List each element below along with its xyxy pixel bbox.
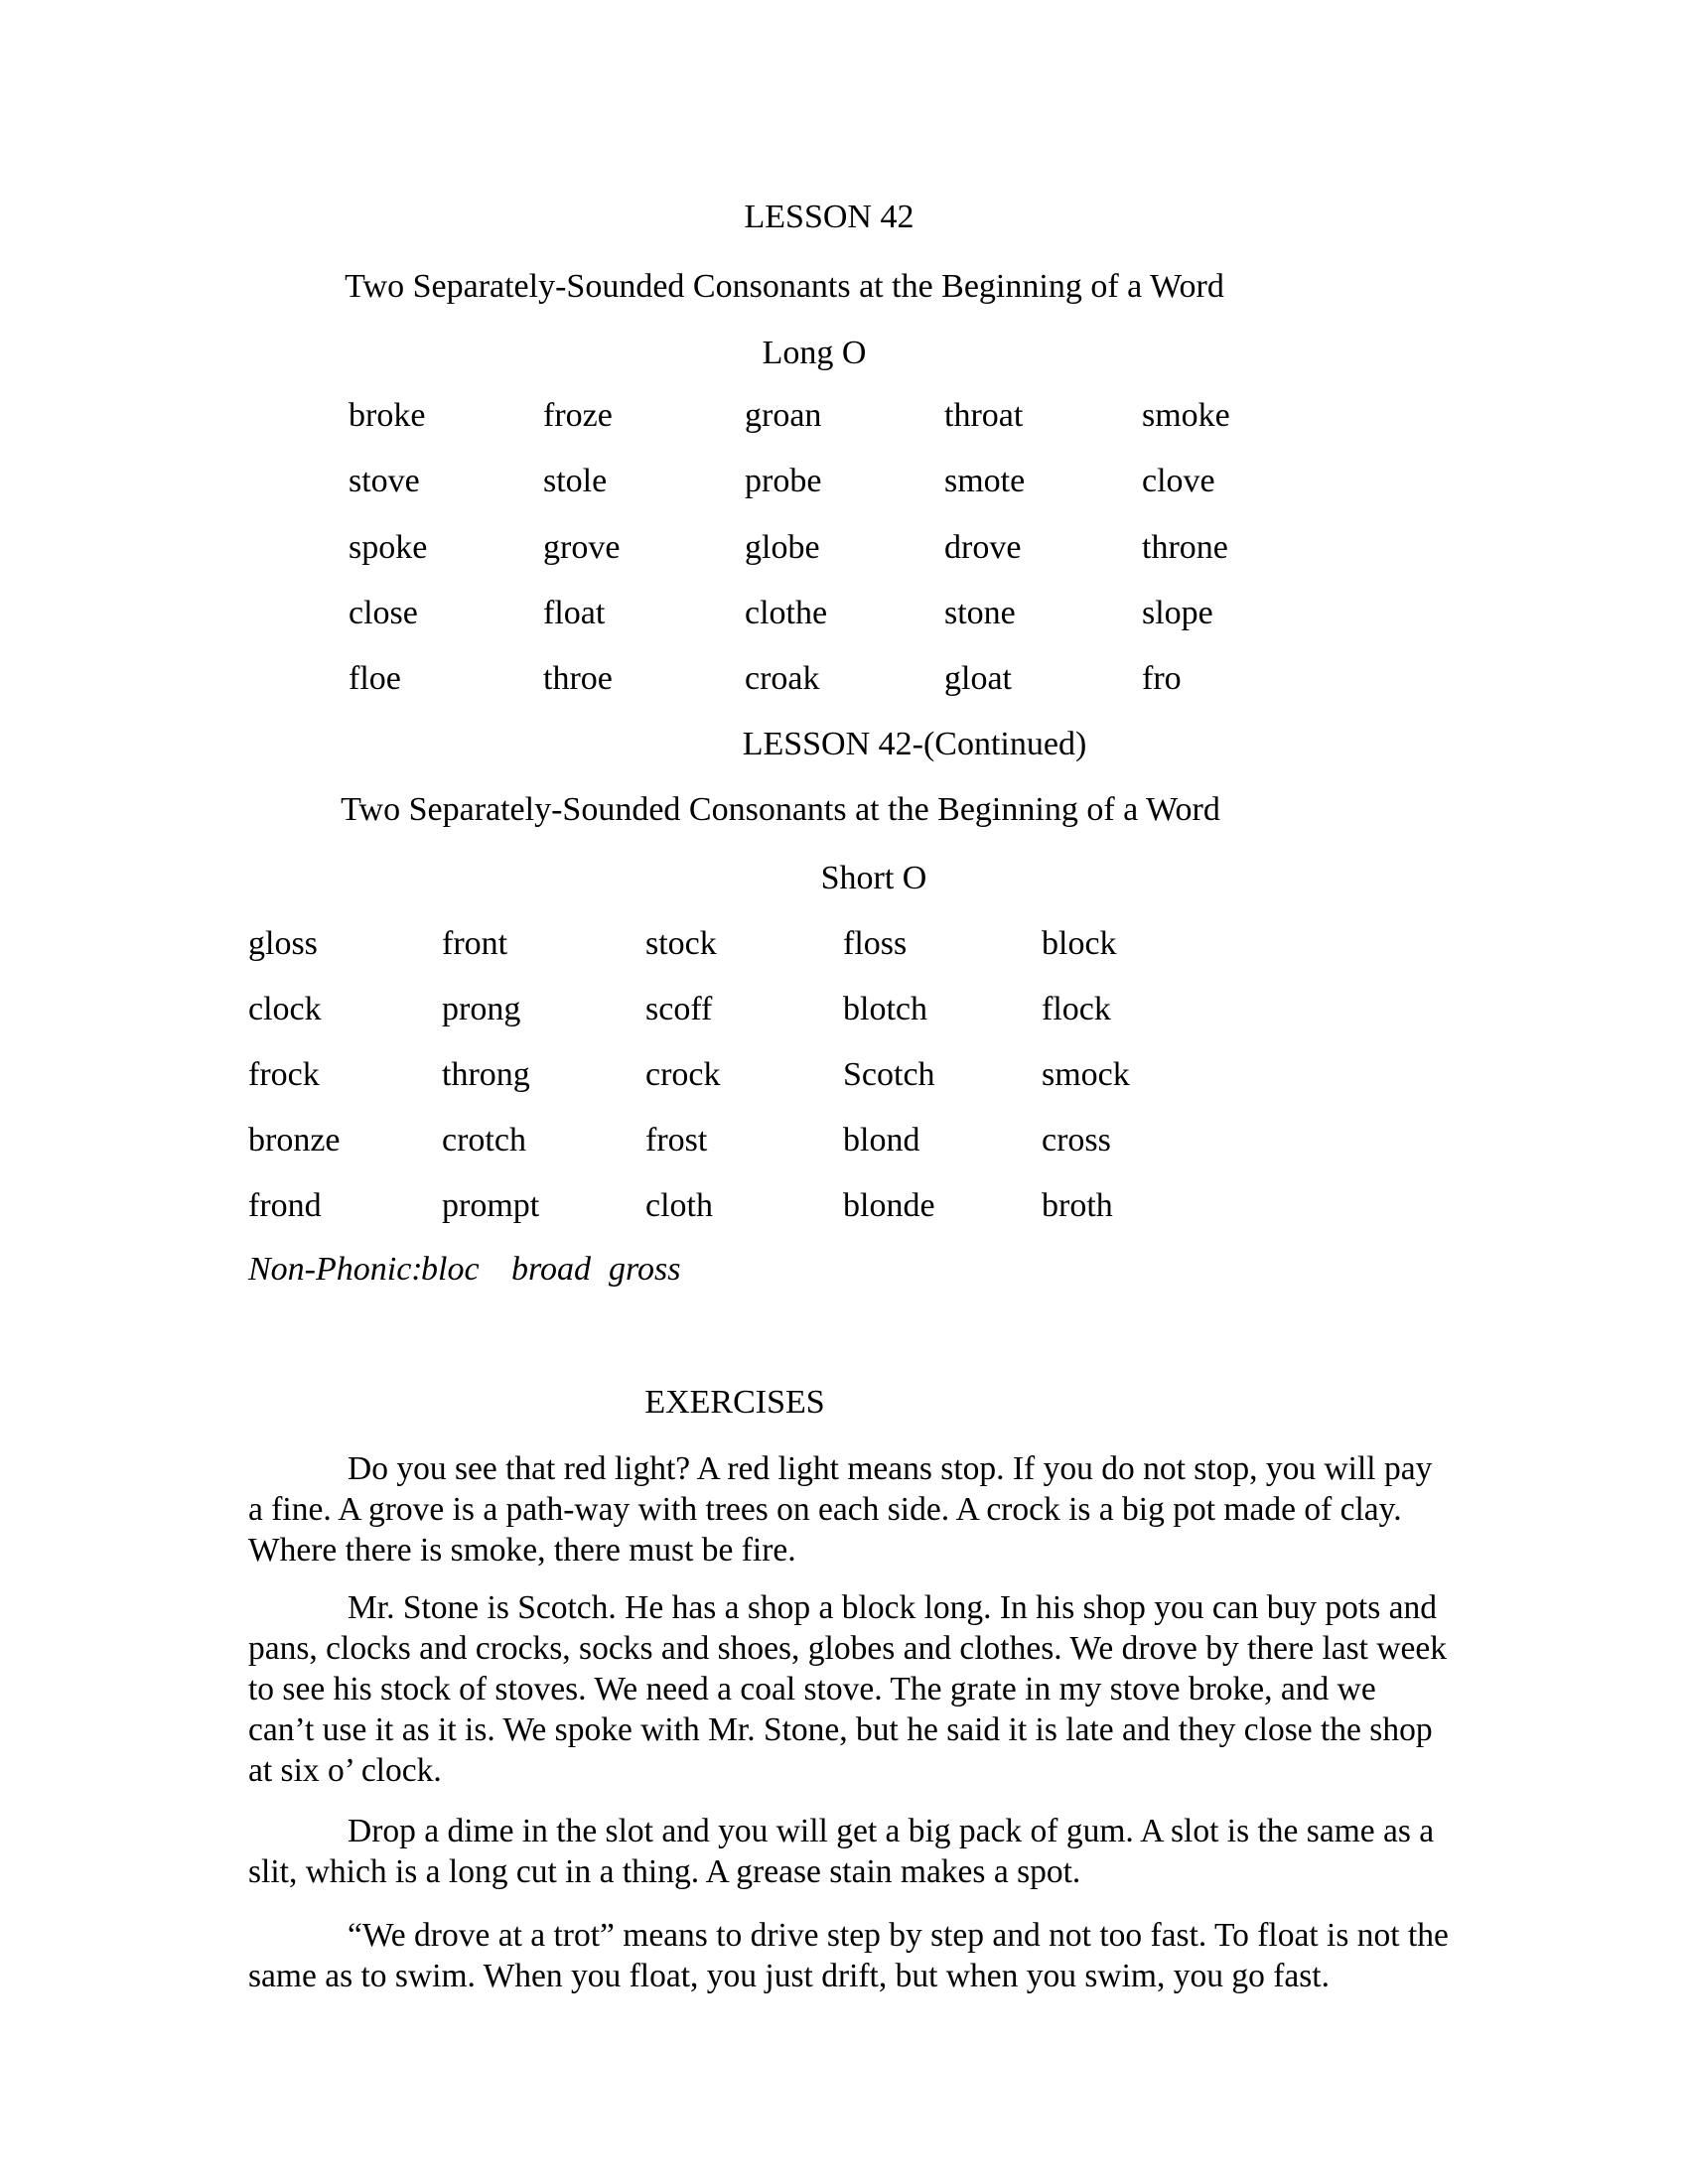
word: frock <box>248 1056 320 1093</box>
word-grid-row <box>0 595 1688 644</box>
lesson-subtitle: Two Separately-Sounded Consonants at the Beginning of a Word <box>345 268 1224 305</box>
word-grid-row <box>0 1056 1688 1106</box>
non-phonic-label: Non-Phonic: <box>248 1251 423 1288</box>
word: stove <box>349 463 420 499</box>
word-grid-row <box>0 1187 1688 1237</box>
word: flock <box>1042 991 1111 1027</box>
non-phonic-line <box>0 1251 1688 1300</box>
word: fro <box>1142 660 1182 697</box>
word: float <box>543 595 606 631</box>
word: throat <box>944 397 1024 434</box>
word: grove <box>543 529 621 566</box>
word: cloth <box>645 1187 713 1224</box>
word: close <box>349 595 418 631</box>
word: gloss <box>248 925 318 962</box>
word: scoff <box>645 991 713 1027</box>
word-grid-row <box>0 925 1688 975</box>
word: croak <box>745 660 820 697</box>
word: throe <box>543 660 613 697</box>
word: bloc <box>421 1251 480 1288</box>
word: prong <box>442 991 521 1027</box>
word: smote <box>944 463 1026 499</box>
word: clothe <box>745 595 828 631</box>
short-o-heading: Short O <box>820 860 927 896</box>
word: probe <box>745 463 822 499</box>
word: broke <box>349 397 426 434</box>
word: blotch <box>843 991 927 1027</box>
word-grid-row <box>0 397 1688 447</box>
word: prompt <box>442 1187 540 1224</box>
word: slope <box>1142 595 1213 631</box>
word: broth <box>1042 1187 1113 1224</box>
exercise-paragraph: Do you see that red light? A red light means stop. If you do not stop, you will pay a fine. A grove is a path-way with trees on each side. A crock is a big pot made of clay. Where there is smoke, there must be fire. <box>248 1450 1433 1569</box>
word: frost <box>645 1122 708 1159</box>
word: broad <box>511 1251 591 1288</box>
word: smock <box>1042 1056 1130 1093</box>
word-grid-row <box>0 660 1688 710</box>
exercise-paragraph: Mr. Stone is Scotch. He has a shop a block long. In his shop you can buy pots and pans, clocks and crocks, socks and shoes, globes and clothes. We drove by there last week to see his stock of stoves. We need a coal stove. The grate in my stove broke, and we can’t use it as it is. We spoke with Mr. Stone, but he said it is late and they close the shop at six o’ clock. <box>248 1589 1448 1789</box>
word: floe <box>349 660 401 697</box>
word: stock <box>645 925 717 962</box>
word: froze <box>543 397 613 434</box>
word: Scotch <box>843 1056 935 1093</box>
word: stone <box>944 595 1016 631</box>
long-o-heading: Long O <box>762 335 867 371</box>
word: front <box>442 925 508 962</box>
word: blonde <box>843 1187 935 1224</box>
word: bronze <box>248 1122 341 1159</box>
word: globe <box>745 529 820 566</box>
word: drove <box>944 529 1022 566</box>
word: crock <box>645 1056 721 1093</box>
exercises-heading: EXERCISES <box>644 1384 825 1421</box>
word-grid-row <box>0 463 1688 512</box>
word: frond <box>248 1187 322 1224</box>
lesson-continued-title: LESSON 42-(Continued) <box>742 726 1087 762</box>
word-grid-row <box>0 1122 1688 1171</box>
lesson-title: LESSON 42 <box>744 199 914 235</box>
word: clock <box>248 991 322 1027</box>
word: blond <box>843 1122 920 1159</box>
word: cross <box>1042 1122 1111 1159</box>
word: smoke <box>1142 397 1230 434</box>
word-grid-row <box>0 991 1688 1040</box>
word: throne <box>1142 529 1228 566</box>
word: gross <box>609 1251 681 1288</box>
word: block <box>1042 925 1117 962</box>
word: throng <box>442 1056 530 1093</box>
lesson-continued-subtitle: Two Separately-Sounded Consonants at the Beginning of a Word <box>341 791 1220 828</box>
word: groan <box>745 397 822 434</box>
word: floss <box>843 925 908 962</box>
exercise-paragraph: “We drove at a trot” means to drive step by step and not too fast. To float is not the same as to swim. When you float, you just drift, but when you swim, you go fast. <box>248 1917 1449 1994</box>
word: gloat <box>944 660 1012 697</box>
exercise-paragraph: Drop a dime in the slot and you will get a big pack of gum. A slot is the same as a slit, which is a long cut in a thing. A grease stain makes a spot. <box>248 1813 1435 1890</box>
word: stole <box>543 463 608 499</box>
word: crotch <box>442 1122 526 1159</box>
word: clove <box>1142 463 1215 499</box>
word: spoke <box>349 529 428 566</box>
word-grid-row <box>0 529 1688 579</box>
